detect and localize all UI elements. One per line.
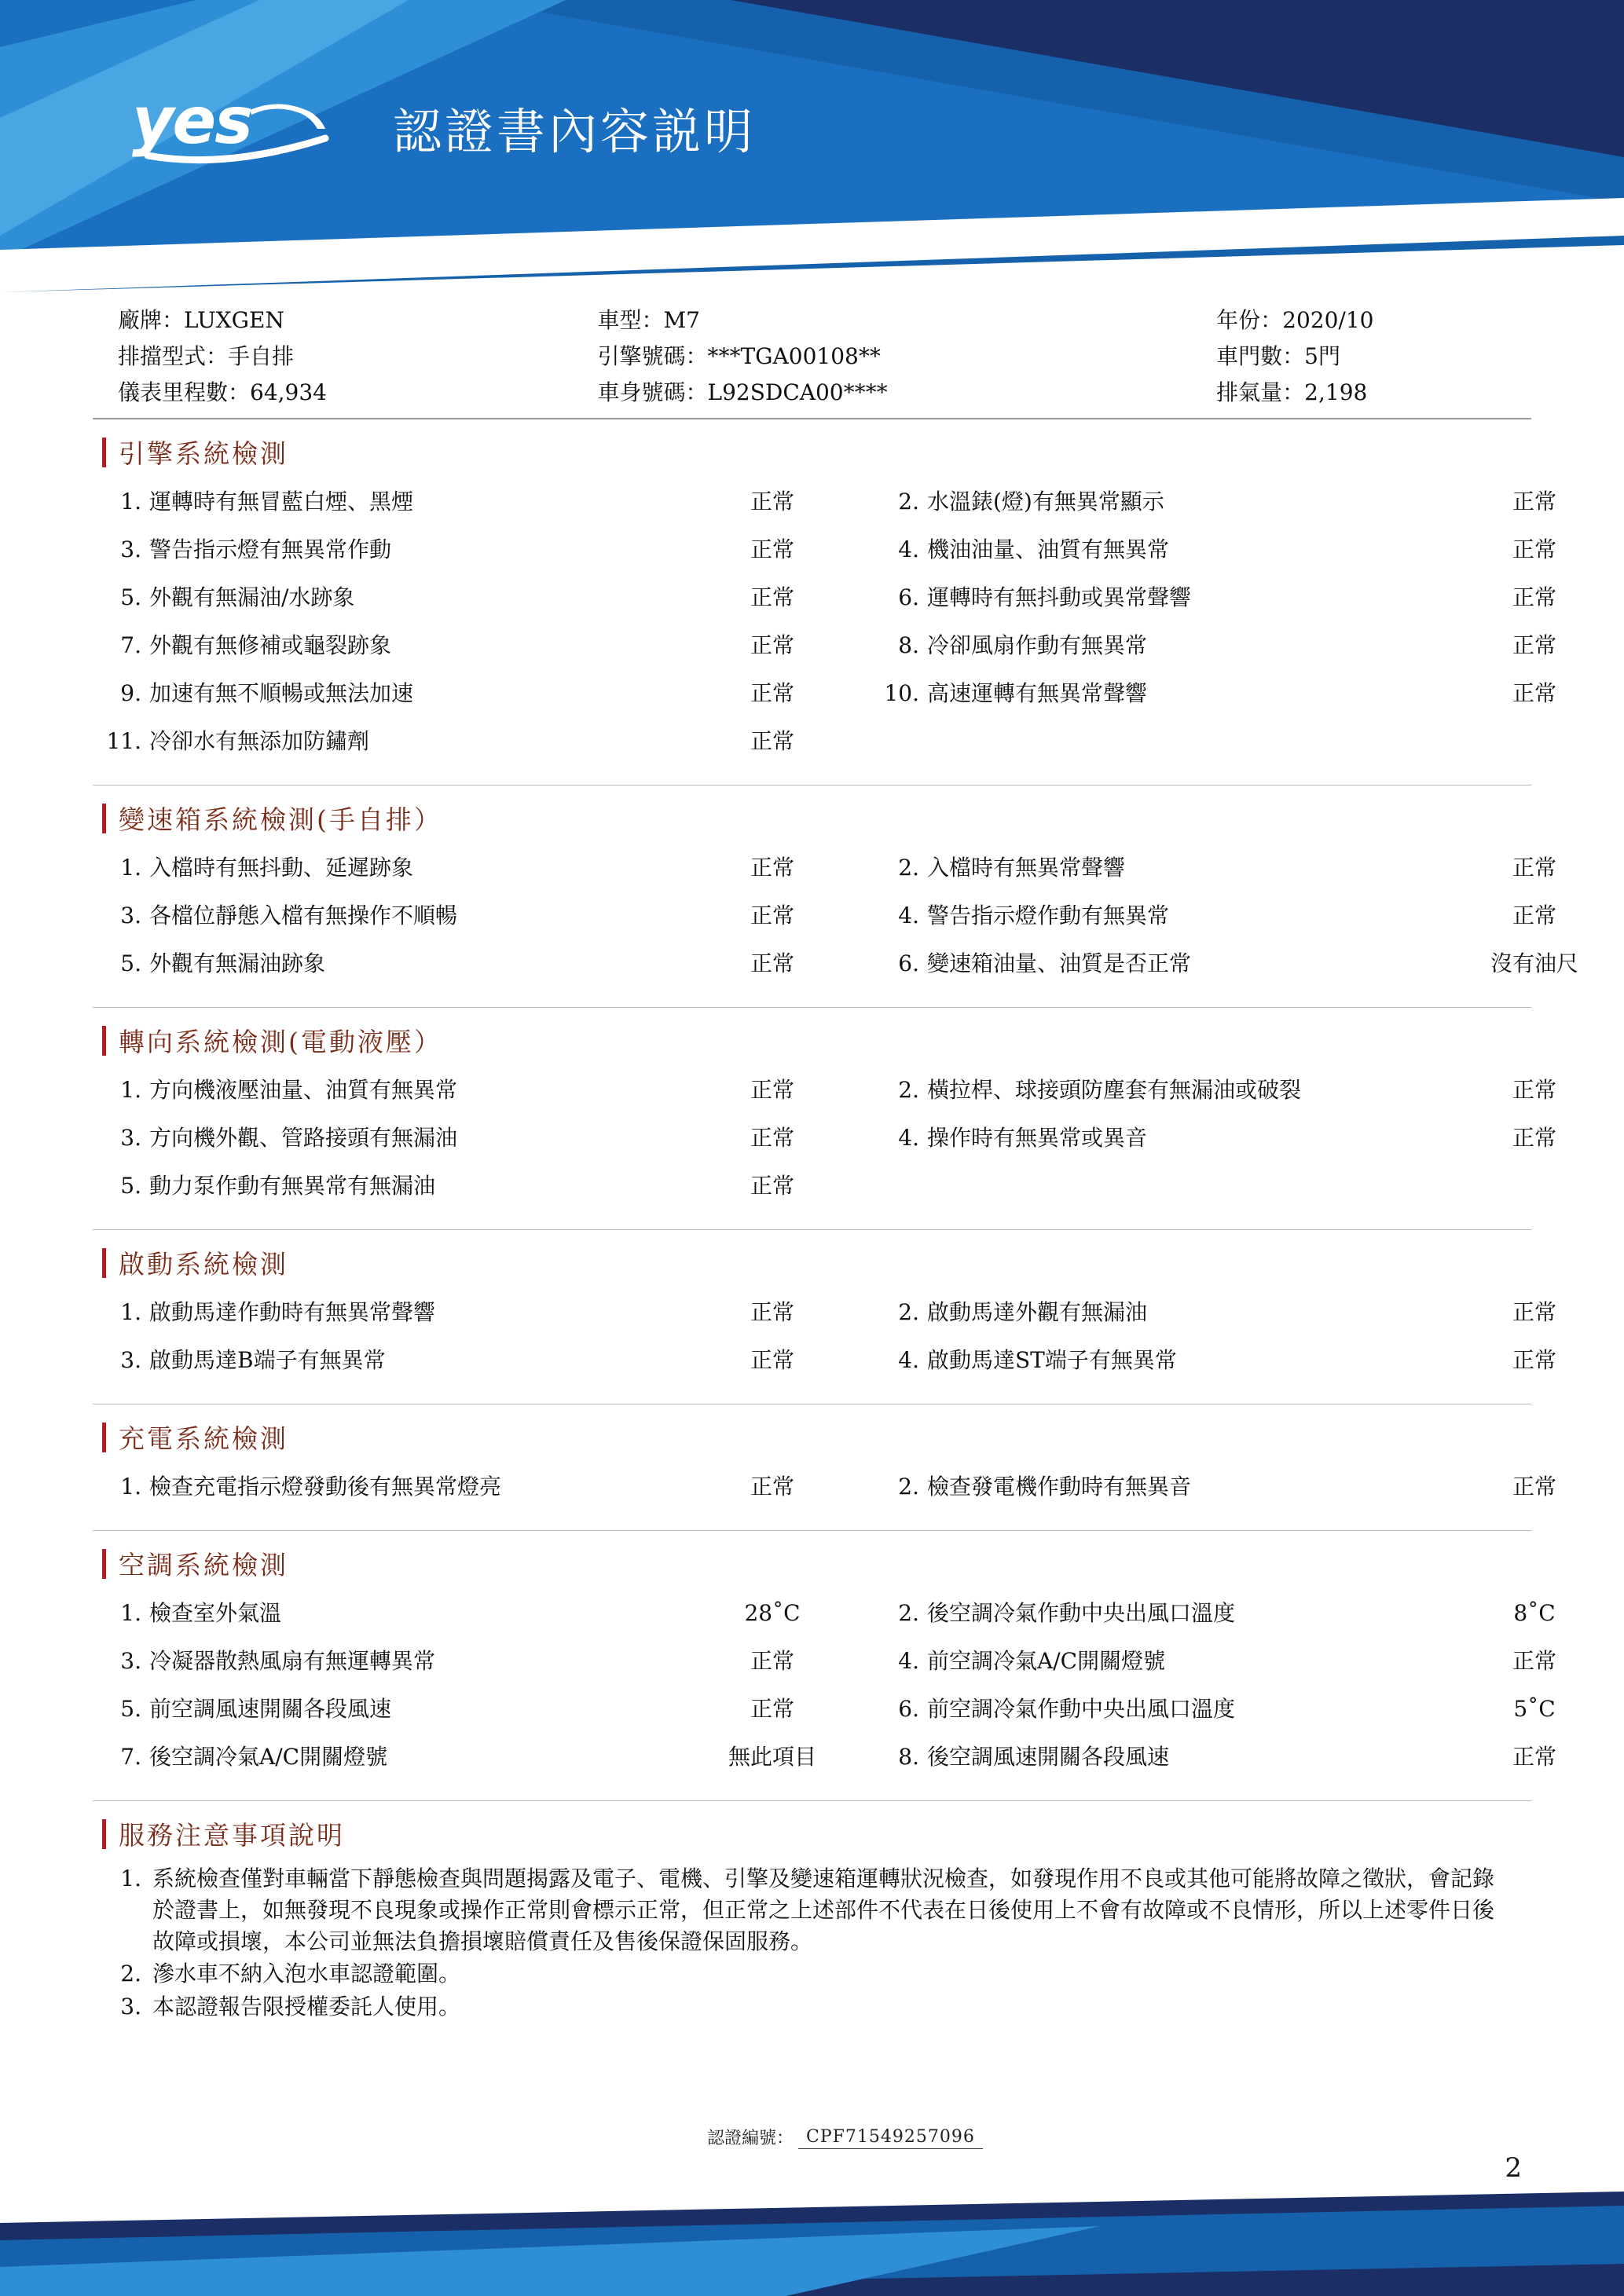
item-value: 正常 <box>1512 1299 1556 1325</box>
item-number: 2. <box>898 1299 919 1325</box>
item-text: 警告指示燈有無異常作動 <box>149 536 392 562</box>
item-text: 啟動馬達外觀有無漏油 <box>927 1299 1148 1325</box>
item-text: 警告指示燈作動有無異常 <box>927 903 1170 928</box>
item-text: 橫拉桿、球接頭防塵套有無漏油或破裂 <box>927 1077 1302 1103</box>
check-row <box>0 676 1624 724</box>
section-engine-header <box>0 419 1624 482</box>
vehicle-field-engine-no-value: ***TGA00108** <box>707 343 881 369</box>
item-number: 3. <box>120 1648 141 1674</box>
section-starter-header <box>0 1230 1624 1292</box>
item-text: 動力泵作動有無異常有無漏油 <box>149 1173 436 1199</box>
check-item <box>847 485 1609 516</box>
vehicle-info-row <box>118 343 1526 369</box>
item-value: 正常 <box>1512 632 1556 658</box>
notice-item <box>0 1991 1514 2023</box>
item-text: 入檔時有無抖動、延遲跡象 <box>149 855 414 881</box>
item-number: 7. <box>120 1744 141 1770</box>
section-accent-bar <box>102 1819 106 1849</box>
check-item <box>847 947 1609 978</box>
item-number: 10. <box>884 680 919 706</box>
item-number: 4. <box>898 536 919 562</box>
item-number: 1. <box>120 1600 141 1626</box>
section-starter-items <box>0 1292 1624 1404</box>
item-number: 4. <box>898 1347 919 1373</box>
item-number: 2. <box>898 1474 919 1500</box>
section-transmission-header <box>0 785 1624 848</box>
section-hvac-items <box>0 1593 1624 1800</box>
item-number: 3. <box>120 1347 141 1373</box>
item-text: 外觀有無漏油/水跡象 <box>149 584 355 610</box>
vehicle-field-transmission <box>118 343 597 369</box>
item-text: 方向機外觀、管路接頭有無漏油 <box>149 1125 458 1151</box>
check-item <box>0 1169 847 1200</box>
item-value: 正常 <box>1512 1077 1556 1103</box>
notice-item <box>0 1863 1514 1957</box>
notice-number: 1. <box>120 1866 141 1891</box>
check-item <box>0 533 847 564</box>
section-engine <box>0 419 1624 785</box>
item-value: 正常 <box>1512 680 1556 706</box>
section-starter <box>0 1230 1624 1404</box>
check-row <box>0 899 1624 947</box>
vehicle-info-row <box>118 309 1526 331</box>
vehicle-field-engine-no-label: 引擎號碼： <box>597 343 708 369</box>
item-number: 2. <box>898 1600 919 1626</box>
section-hvac <box>0 1531 1624 1800</box>
item-value: 正常 <box>750 903 794 928</box>
item-number: 3. <box>120 1125 141 1151</box>
item-text: 冷卻水有無添加防鏽劑 <box>149 728 370 754</box>
check-item <box>847 1740 1609 1771</box>
section-hvac-title: 空調系統檢測 <box>119 1550 288 1580</box>
vehicle-field-doors-label: 車門數： <box>1216 343 1305 369</box>
item-text: 檢查室外氣溫 <box>149 1600 282 1626</box>
item-value: 正常 <box>1512 1125 1556 1151</box>
check-item <box>0 676 847 708</box>
section-notice-header <box>0 1801 1624 1863</box>
item-number: 9. <box>120 680 141 706</box>
item-text: 變速箱油量、油質是否正常 <box>927 950 1192 976</box>
item-text: 運轉時有無冒藍白煙、黑煙 <box>149 489 414 514</box>
item-value: 正常 <box>750 680 794 706</box>
check-row <box>0 485 1624 533</box>
vehicle-field-year <box>1216 309 1526 331</box>
section-accent-bar <box>102 1549 106 1579</box>
item-value: 正常 <box>750 1173 794 1199</box>
item-value: 5˚C <box>1513 1696 1556 1722</box>
yes-logo <box>132 88 368 174</box>
check-item <box>0 1596 847 1628</box>
vehicle-field-brand-label: 廠牌： <box>118 307 185 333</box>
check-item <box>0 724 847 756</box>
check-item <box>0 1343 847 1375</box>
section-engine-title: 引擎系統檢測 <box>119 438 288 469</box>
item-value: 沒有油尺 <box>1490 950 1578 976</box>
item-text: 方向機液壓油量、油質有無異常 <box>149 1077 458 1103</box>
section-accent-bar <box>102 1248 106 1278</box>
item-value: 正常 <box>750 584 794 610</box>
notice-text: 系統檢查僅對車輛當下靜態檢查與問題揭露及電子、電機、引擎及變速箱運轉狀況檢查，如發現作用不良或其他可能將故障之徵狀，會記錄於證書上，如無發現不良現象或操作正常則會標示正常，但正常之上述部件不代表在日後使用上不會有故障或不良情形，所以上述零件日後故障或損壞，本公司並無法負擔損壞賠償責任及售後保證保固服務。 <box>152 1866 1495 1954</box>
check-item <box>0 851 847 882</box>
vehicle-field-vin-label: 車身號碼： <box>597 379 708 405</box>
item-value: 正常 <box>750 1347 794 1373</box>
item-value: 正常 <box>750 1299 794 1325</box>
section-accent-bar <box>102 1026 106 1056</box>
check-row <box>0 1470 1624 1518</box>
notice-list <box>0 1863 1624 2023</box>
item-text: 外觀有無漏油跡象 <box>149 950 326 976</box>
item-value: 正常 <box>1512 489 1556 514</box>
check-item <box>0 899 847 930</box>
section-notice-title: 服務注意事項說明 <box>119 1820 345 1851</box>
item-text: 前空調冷氣A/C開關燈號 <box>927 1648 1166 1674</box>
item-value: 正常 <box>750 1648 794 1674</box>
item-text: 冷凝器散熱風扇有無運轉異常 <box>149 1648 436 1674</box>
check-item <box>847 1692 1609 1723</box>
check-item <box>847 1295 1609 1327</box>
section-transmission-items <box>0 848 1624 1007</box>
vehicle-field-brand <box>118 309 597 331</box>
item-number: 2. <box>898 489 919 514</box>
item-value: 正常 <box>750 1125 794 1151</box>
check-item <box>0 485 847 516</box>
item-value: 正常 <box>1512 1648 1556 1674</box>
section-charging-header <box>0 1404 1624 1467</box>
vehicle-field-mileage <box>118 379 597 405</box>
section-steering-items <box>0 1070 1624 1229</box>
item-value: 正常 <box>1512 855 1556 881</box>
item-number: 1. <box>120 1474 141 1500</box>
item-text: 後空調冷氣A/C開關燈號 <box>149 1744 388 1770</box>
check-row <box>0 1169 1624 1217</box>
item-number: 2. <box>898 855 919 881</box>
check-row <box>0 580 1624 628</box>
check-item <box>847 1121 1609 1152</box>
item-number: 3. <box>120 903 141 928</box>
check-item <box>0 1073 847 1104</box>
check-item <box>847 628 1609 660</box>
check-item <box>0 947 847 978</box>
item-value: 28˚C <box>744 1600 801 1626</box>
check-row <box>0 1740 1624 1788</box>
item-value: 正常 <box>1512 536 1556 562</box>
check-item <box>0 1121 847 1152</box>
vehicle-field-mileage-label: 儀表里程數： <box>118 379 251 405</box>
vehicle-field-brand-value: LUXGEN <box>184 307 284 333</box>
item-number: 4. <box>898 1648 919 1674</box>
check-item <box>847 1596 1609 1628</box>
section-transmission <box>0 785 1624 1007</box>
item-value: 正常 <box>750 632 794 658</box>
section-notice <box>0 1801 1624 2023</box>
section-transmission-title: 變速箱系統檢測(手自排） <box>119 804 442 835</box>
item-number: 11. <box>106 728 141 754</box>
check-row <box>0 1644 1624 1692</box>
page-footer-banner <box>0 2192 1624 2296</box>
item-number: 8. <box>898 632 919 658</box>
item-text: 檢查發電機作動時有無異音 <box>927 1474 1192 1500</box>
item-text: 各檔位靜態入檔有無操作不順暢 <box>149 903 458 928</box>
check-item <box>0 1692 847 1723</box>
notice-number: 3. <box>120 1994 141 2020</box>
item-value: 無此項目 <box>728 1744 816 1770</box>
vehicle-field-displacement-label: 排氣量： <box>1216 379 1305 405</box>
certificate-number-value: CPF71549257096 <box>798 2127 983 2149</box>
item-number: 1. <box>120 1077 141 1103</box>
item-number: 6. <box>898 1696 919 1722</box>
item-text: 啟動馬達ST端子有無異常 <box>927 1347 1177 1373</box>
vehicle-field-doors-value: 5門 <box>1304 343 1340 369</box>
section-steering-header <box>0 1008 1624 1070</box>
check-item <box>847 676 1609 708</box>
vehicle-field-doors <box>1216 343 1526 369</box>
item-value: 正常 <box>1512 1347 1556 1373</box>
item-number: 7. <box>120 632 141 658</box>
check-row <box>0 851 1624 899</box>
item-number: 2. <box>898 1077 919 1103</box>
check-row <box>0 1121 1624 1169</box>
check-item <box>847 851 1609 882</box>
item-text: 啟動馬達作動時有無異常聲響 <box>149 1299 436 1325</box>
item-text: 冷卻風扇作動有無異常 <box>927 632 1148 658</box>
item-number: 5. <box>120 1173 141 1199</box>
vehicle-field-year-value: 2020/10 <box>1282 307 1374 333</box>
item-number: 6. <box>898 950 919 976</box>
check-item <box>0 580 847 612</box>
item-value: 正常 <box>750 489 794 514</box>
section-starter-title: 啟動系統檢測 <box>119 1249 288 1280</box>
item-text: 後空調冷氣作動中央出風口溫度 <box>927 1600 1236 1626</box>
item-value: 正常 <box>750 536 794 562</box>
check-row <box>0 1295 1624 1343</box>
item-value: 正常 <box>750 1474 794 1500</box>
item-number: 6. <box>898 584 919 610</box>
item-number: 5. <box>120 1696 141 1722</box>
item-text: 後空調風速開關各段風速 <box>927 1744 1170 1770</box>
page-header-banner <box>0 0 1624 292</box>
item-number: 5. <box>120 950 141 976</box>
check-item <box>847 1644 1609 1675</box>
check-row <box>0 628 1624 676</box>
check-row <box>0 947 1624 994</box>
notice-item <box>0 1958 1514 1990</box>
vehicle-field-model-value: M7 <box>663 307 700 333</box>
notice-number: 2. <box>120 1961 141 1987</box>
check-item <box>0 1295 847 1327</box>
item-number: 4. <box>898 1125 919 1151</box>
item-text: 加速有無不順暢或無法加速 <box>149 680 414 706</box>
check-item <box>847 1343 1609 1375</box>
section-steering <box>0 1008 1624 1229</box>
check-row <box>0 1596 1624 1644</box>
check-item <box>0 628 847 660</box>
item-value: 正常 <box>750 950 794 976</box>
vehicle-field-model <box>597 309 1216 331</box>
check-item <box>847 1470 1609 1501</box>
page-title: 認證書內容説明 <box>393 103 757 160</box>
vehicle-field-engine-no <box>597 343 1216 369</box>
item-value: 正常 <box>750 1696 794 1722</box>
item-text: 外觀有無修補或龜裂跡象 <box>149 632 392 658</box>
section-accent-bar <box>102 438 106 467</box>
item-number: 1. <box>120 855 141 881</box>
vehicle-field-vin <box>597 379 1216 405</box>
item-value: 正常 <box>1512 1474 1556 1500</box>
document-body <box>0 292 1624 2024</box>
check-item <box>0 1470 847 1501</box>
item-text: 操作時有無異常或異音 <box>927 1125 1148 1151</box>
section-steering-title: 轉向系統檢測(電動液壓） <box>119 1027 442 1057</box>
check-item <box>0 1740 847 1771</box>
section-charging <box>0 1404 1624 1530</box>
check-row <box>0 1343 1624 1391</box>
check-item <box>847 1073 1609 1104</box>
item-text: 運轉時有無抖動或異常聲響 <box>927 584 1192 610</box>
item-number: 4. <box>898 903 919 928</box>
section-engine-items <box>0 482 1624 785</box>
certificate-number <box>707 2125 983 2149</box>
item-value: 正常 <box>750 1077 794 1103</box>
vehicle-field-transmission-value: 手自排 <box>228 343 295 369</box>
item-number: 3. <box>120 536 141 562</box>
item-value: 正常 <box>750 855 794 881</box>
vehicle-field-displacement <box>1216 379 1526 405</box>
check-row <box>0 724 1624 772</box>
item-value: 正常 <box>750 728 794 754</box>
page-number: 2 <box>1505 2152 1522 2184</box>
check-item <box>847 580 1609 612</box>
item-text: 前空調風速開關各段風速 <box>149 1696 392 1722</box>
certificate-number-label: 認證編號： <box>707 2129 794 2148</box>
vehicle-info-row <box>118 379 1526 405</box>
notice-text: 滲水車不納入泡水車認證範圍。 <box>152 1961 461 1987</box>
item-text: 檢查充電指示燈發動後有無異常燈亮 <box>149 1474 502 1500</box>
vehicle-field-mileage-value: 64,934 <box>250 379 327 405</box>
item-text: 入檔時有無異常聲響 <box>927 855 1126 881</box>
check-item <box>847 533 1609 564</box>
section-accent-bar <box>102 1423 106 1452</box>
item-value: 正常 <box>1512 903 1556 928</box>
item-text: 啟動馬達B端子有無異常 <box>149 1347 386 1373</box>
vehicle-field-vin-value: L92SDCA00**** <box>707 379 888 405</box>
check-item <box>847 899 1609 930</box>
check-item <box>0 1644 847 1675</box>
check-row <box>0 1073 1624 1121</box>
item-text: 前空調冷氣作動中央出風口溫度 <box>927 1696 1236 1722</box>
svg-text:yes: yes <box>132 88 251 159</box>
vehicle-field-displacement-value: 2,198 <box>1304 379 1368 405</box>
section-hvac-header <box>0 1531 1624 1593</box>
vehicle-field-transmission-label: 排擋型式： <box>118 343 229 369</box>
section-charging-items <box>0 1467 1624 1530</box>
item-value: 正常 <box>1512 584 1556 610</box>
item-text: 機油油量、油質有無異常 <box>927 536 1170 562</box>
item-text: 水溫錶(燈)有無異常顯示 <box>927 489 1164 514</box>
item-number: 5. <box>120 584 141 610</box>
item-number: 1. <box>120 1299 141 1325</box>
check-row <box>0 1692 1624 1740</box>
item-text: 高速運轉有無異常聲響 <box>927 680 1148 706</box>
vehicle-info-block <box>118 309 1526 404</box>
section-charging-title: 充電系統檢測 <box>119 1423 288 1454</box>
vehicle-field-year-label: 年份： <box>1216 307 1283 333</box>
section-accent-bar <box>102 804 106 833</box>
item-number: 8. <box>898 1744 919 1770</box>
item-value: 正常 <box>1512 1744 1556 1770</box>
check-row <box>0 533 1624 580</box>
item-number: 1. <box>120 489 141 514</box>
vehicle-field-model-label: 車型： <box>597 307 664 333</box>
notice-text: 本認證報告限授權委託人使用。 <box>152 1994 461 2020</box>
item-value: 8˚C <box>1513 1600 1556 1626</box>
